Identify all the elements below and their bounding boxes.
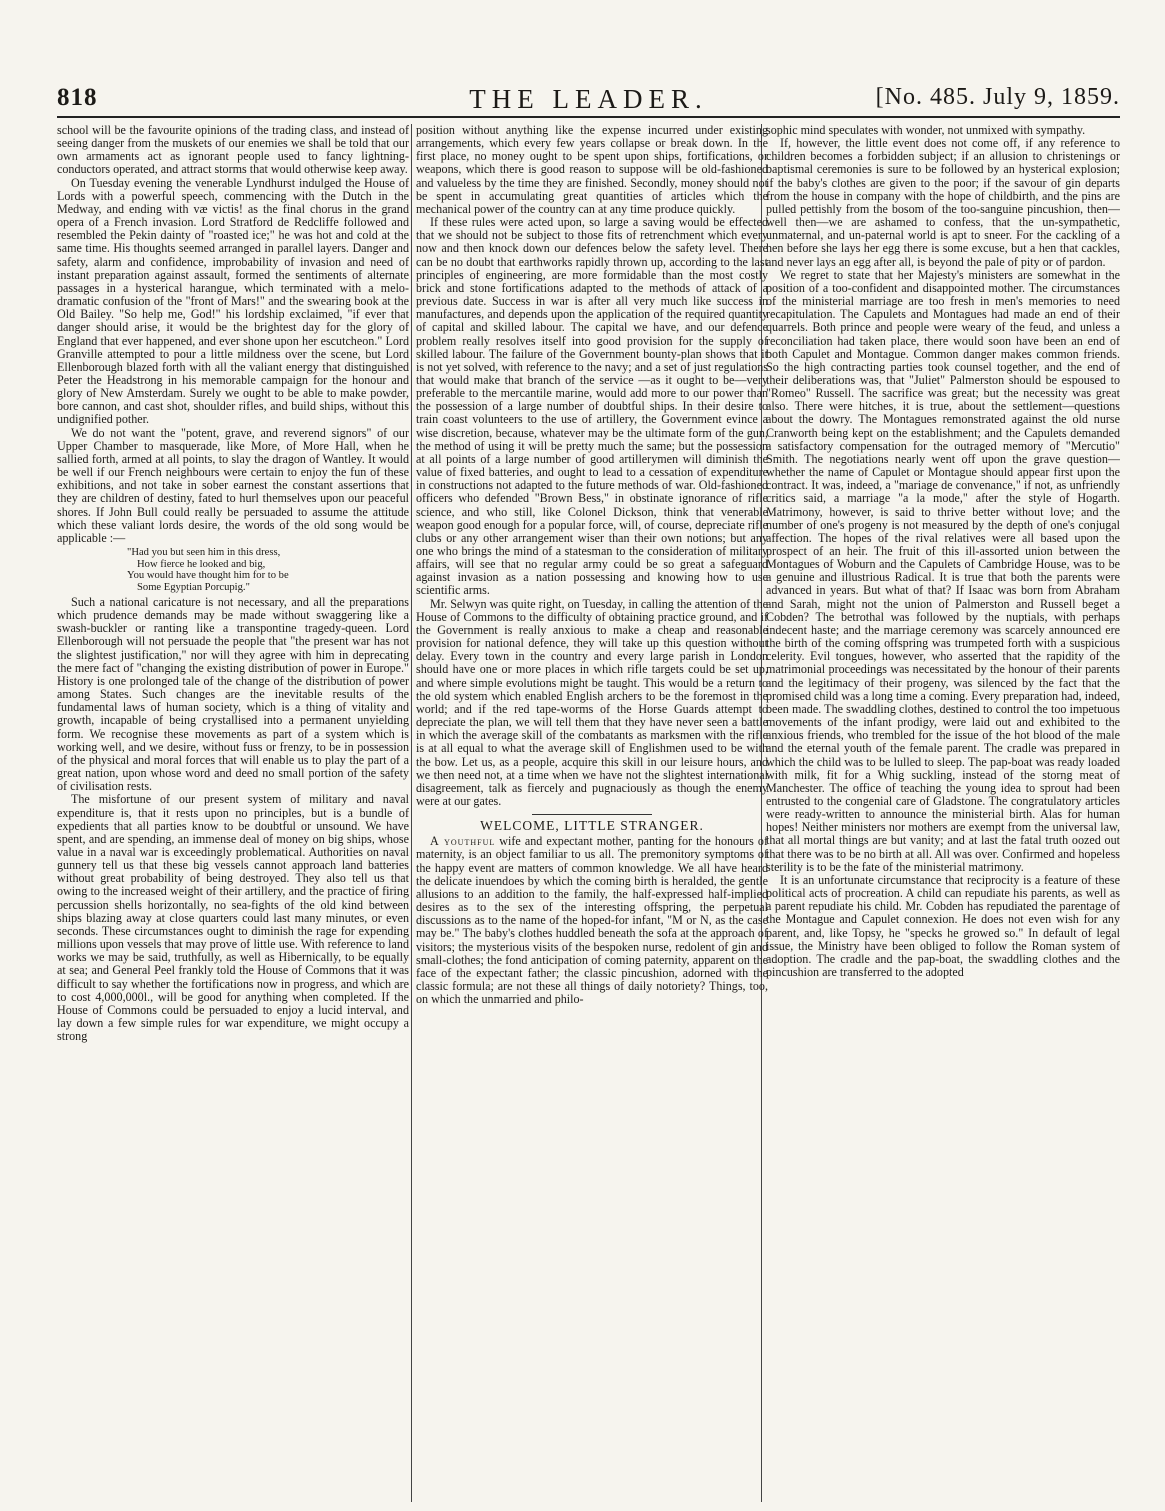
page-number: 818 <box>57 84 98 111</box>
verse-quotation <box>127 547 409 593</box>
paragraph: Such a national caricature is not necessary, and all the preparations which prudence demands may be made without swaggering like a swash-buckler or ranting like a transpontine tragedy-queen. Lord Ellenborough will not persuade the people that "the present war has not the slightest justification," nor will they agree with him in deprecating the mere fact of "changing the existing distribution of power in Europe." History is one prolonged tale of the change of the distribution of power among States. Such changes are the inevitable results of the fundamental laws of human society, which is a thing of vitality and growth, incapable of being crystallised into a permanent unyielding form. We recognise these movements as part of a system which is working well, and we desire, without fuss or frenzy, to be in possession of the physical and moral forces that will enable us to play the part of a great nation, upon whose word and deed no small portion of the safety of civilisation rests. <box>57 595 409 794</box>
article-heading: WELCOME, LITTLE STRANGER. <box>480 818 704 834</box>
paragraph: If these rules were acted upon, so large a saving would be effected that we should not be subject to those fits of retrenchment which every now and then knock down our defences below the safety level. There can be no doubt that earthworks rapidly thrown up, according to the last principles of engineering, are more formidable than the most costly brick and stone fortifications adapted to the methods of attack of a previous date. Success in war is after all very much like success in manufactures, and depends upon the application of the required quantity of capital and skilled labour. The capital we have, and our defence problem really resolves itself into good provision for the supply of skilled labour. The failure of the Government bounty-plan shows that it is not yet solved, with reference to the navy; and a set of just regulations that would make that branch of the service —as it ought to be—very preferable to the mercantile marine, would add more to our power than the possession of a large number of doubtful ships. In their desire to train coast volunteers to the use of artillery, the Government evince a wise discretion, because, whatever may be the ultimate form of the gun, the method of using it will be pretty much the same; but the possession at all points of a large number of good artillerymen will diminish the value of fixed batteries, and ought to lead to a cessation of expenditure in constructions not adapted to the future methods of war. Old-fashioned officers who defended "Brown Bess," in obstinate ignorance of rifle science, and who still, like Colonel Dickson, think that venerable weapon good enough for a popular force, will, of course, depreciate rifle clubs or any other arrangement wiser than their own notions; but any one who brings the mind of a statesman to the consideration of military affairs, will see that no regular army could be so great a safeguard against invasion as a nation possessing and knowing how to use scientific arms. <box>416 215 768 598</box>
column-1 <box>57 124 409 1502</box>
column-3 <box>766 124 1120 1502</box>
paragraph: The misfortune of our present system of military and naval expenditure is, that it rests upon no principles, but is a bundle of expedients that all parties know to be doubtful or unsound. We have spent, and are spending, an immense deal of money on big ships, whose value in a naval war is exceedingly problematical. Authorities on naval gunnery tell us that these big vessels cannot approach land batteries without great probability of being destroyed. They also tell us that owing to the increased weight of their artillery, and the practice of firing percussion shells horizontally, no sea-fights of the old kind between ships blazing away at close quarters could last many minutes, or even seconds. These circumstances ought to diminish the rage for expending millions upon vessels that may prove of little use. With reference to land works we may be said, truthfully, as well as Hibernically, to be equally at sea; and General Peel frankly told the House of Commons that it was difficult to say whether the fortifications now in progress, and which are to cost 4,000,000l., will be good for anything when completed. If the House of Commons could be persuaded to enjoy a lucid interval, and lay down a few simple rules for war expenditure, we might occupy a strong <box>57 792 409 1044</box>
verse-line: "Had you but seen him in this dress, <box>127 547 281 558</box>
paragraph: We do not want the "potent, grave, and reverend signors" of our Upper Chamber to masquerade, like More, of More Hall, when he sallied forth, armed at all points, to slay the dragon of Wantley. It would be well if our French neighbours were certain to enjoy the fun of these exhibitions, and not take in sober earnest the constant assertions that they are children of destiny, fated to hurl themselves upon our peaceful shores. If John Bull could really be persuaded to assume the attitude which these valiant lords desire, the words of the old song would be applicable :— <box>57 425 409 545</box>
paragraph: On Tuesday evening the venerable Lyndhurst indulged the House of Lords with a powerful speech, commencing with the Dutch in the Medway, and ending with væ victis! as the final chorus in the grand opera of a French invasion. Lord Stratford de Redcliffe followed and resembled the Pekin dainty of "roasted ice;" he was hot and cold at the same time. His thoughts seemed arranged in parallel layers. Danger and safety, alarm and confidence, improbability of invasion and need of instant preparation against assault, formed the sentiments of alternate passages in a hysterical harangue, which terminated with a melo-dramatic confusion of the "front of Mars!" and the swearing book at the Old Bailey. "So help me, God!" his lordship exclaimed, "if ever that danger should arise, it would be the brightest day for the glory of England that ever happened, and ever shone upon her escutcheon." Lord Granville attempted to pour a little mildness over the scene, but Lord Ellenborough blazed forth with all the valiant energy that distinguished Peter the Headstrong in his memorable campaign for the honour and glory of New Amsterdam. Surely we ought to be able to make powder, bore cannon, and cast shot, shoulder rifles, and build ships, without this undignified pother. <box>57 175 409 427</box>
column-rule-1 <box>411 124 412 1502</box>
paragraph: sophic mind speculates with wonder, not unmixed with sympathy. <box>766 124 1086 137</box>
paragraph: We regret to state that her Majesty's ministers are somewhat in the position of a too-confident and disappointed mother. The circumstances of the ministerial marriage are too fresh in men's memories to need recapitulation. The Capulets and Montagues had made an end of their quarrels. Both prince and people were weary of the feud, and unless a reconciliation had taken place, there would soon have been an end of both Capulet and Montague. Common danger makes common friends. So the high contracting parties took counsel together, and the end of their deliberations was, that "Juliet" Palmerston should be espoused to "Romeo" Russell. The sacrifice was great; but the necessity was great also. There were hitches, it is true, about the settlement—questions about the dowry. The Montagues remonstrated against the old nurse Cranworth being kept on the establishment; and the Capulets demanded a satisfactory compensation for the outraged memory of "Mercutio" Smith. The negotiations nearly went off upon the grave question—whether the name of Capulet or Montague should appear first upon the contract. It was, indeed, a "mariage de convenance," if not, as unfriendly critics said, a marriage "a la mode," after the style of Hogarth. Matrimony, however, is said to thrive better without love; and the number of one's progeny is not measured by the depth of one's conjugal affection. The hopes of the rival relatives were all based upon the prospect of an heir. The fruit of this ill-assorted union between the Montagues of Woburn and the Capulets of Cambridge House, was to be a genuine and illustrious Radical. It is true that both the parents were advanced in years. But what of that? If Isaac was born from Abraham and Sarah, might not the union of Palmerston and Russell beget a Cobden? The betrothal was followed by the nuptials, with perhaps indecent haste; and the marriage ceremony was scarcely announced ere the birth of the coming offspring was trumpeted forth with a suspicious celerity. Evil tongues, however, who asserted that the rapidity of the matrimonial proceedings was necessitated by the honour of their parents and the legitimacy of their progeny, was silenced by the fact that the promised child was a long time a coming. Every preparation had, indeed, been made. The swaddling clothes, destined to control the too impetuous movements of the infant prodigy, were laid out and exhibited to the anxious friends, who trembled for the issue of the hot blood of the male and the eternal youth of the female parent. The cradle was prepared in which the child was to be lulled to sleep. The pap-boat was ready loaded with milk, fit for a Whig suckling, instead of the storng meat of Manchester. The office of teaching the young idea to sprout had been entrusted to the congenial care of Gladstone. The congratulatory articles were ready-written to announce the ministerial birth. Alas for human hopes! Neither ministers nor mothers are exempt from the universal law, that all mortal things are but vanity; and at last the fatal truth oozed out that there was to be no birth at all. All was over. Confirmed and hopeless sterility is to be the fate of the ministerial matrimony. <box>766 267 1120 874</box>
verse-line: Some Egyptian Porcupig." <box>137 581 250 593</box>
paragraph: position without anything like the expense incurred under existing arrangements, which every few years collapse or break down. In the first place, no money ought to be spent upon ships, fortifications, or weapons, which there is good reason to suppose will be old-fashioned and valueless by the time they are finished. Secondly, money should not be spent in accumulating great quantities of articles which the mechanical power of the country can at any time produce quickly. <box>416 124 768 216</box>
issue-number-date: [No. 485. July 9, 1859. <box>875 84 1120 110</box>
masthead <box>57 84 1120 116</box>
paragraph: Mr. Selwyn was quite right, on Tuesday, in calling the attention of the House of Commons to the difficulty of obtaining practice ground, and if the Government is really anxious to make a cheap and reasonable provision for national defence, they will take up this question without delay. Every town in the country and every large parish in London should have one or more places in which rifle targets could be set up, and where simple evolutions might be taught. This would be a return to the old system which enabled English archers to be the foremost in the world; and if the red tape-worms of the Horse Guards attempt to depreciate the plan, we will tell them that they have never seen a battle in which the average skill of the combatants as marksmen with the rifle is at all equal to what the average skill of Englishmen used to be with the bow. Let us, as a people, acquire this skill in our leisure hours, and we then need not, at a time when we have not the slightest international disagreement, talk as fiercely and pugnaciously as though the enemy were at our gates. <box>416 596 768 808</box>
verse-line: How fierce he looked and big, <box>137 558 266 570</box>
paragraph: If, however, the little event does not come off, if any reference to children becomes a forbidden subject; if an allusion to christenings or baptismal ceremonies is sure to be followed by an hysterical explosion; if the baby's clothes are given to the poor; if the savour of gin departs from the house in company with the hope of childbirth, and the pins are pulled pettishly from the bosom of the too-sanguine pincushion, then—well then—we are ashamed to confess, that the un-sympathetic, unmaternal, and un-paternal world is apt to sneer. For the cackling of a hen before she lays her egg there is some excuse, but a hen that cackles, and never lays an egg after all, is beyond the pale of pity or of pardon. <box>766 136 1120 269</box>
paragraph: It is an unfortunate circumstance that reciprocity is a feature of these political acts of procreation. A child can repudiate his parents, as well as a parent repudiate his child. Mr. Cobden has repudiated the parentage of the Montague and Capulet connexion. He does not even wish for any parent, and, like Topsy, he "specks he growed so." In default of legal issue, the Ministry have been obliged to follow the Roman system of adoption. The cradle and the pap-boat, the swaddling clothes and the pincushion are transferred to the adopted <box>766 872 1120 979</box>
column-2 <box>416 124 768 1502</box>
verse-line: You would have thought him for to be <box>127 570 289 581</box>
newspaper-title: THE LEADER. <box>469 84 708 114</box>
article-lead-words: A youthful <box>430 834 496 849</box>
paragraph: wife and expectant mother, panting for the honours of maternity, is an object familiar to us all. The premonitory symptoms of the happy event are matters of common knowledge. We all have heard the delicate inuendoes by which the coming birth is heralded, the gentle allusions to an addition to the family, the half-expressed half-implied desires as to the sex of the interesting offspring, the perpetual discussions as to the name of the hoped-for infant, "M or N, as the case may be." The baby's clothes huddled beneath the sofa at the approach of visitors; the mysterious visits of the bespoken nurse, redolent of gin and small-clothes; the fond anticipation of coming paternity, apparent on the face of the expectant father; the classic pincushion, adorned with the classic formula; are not these all things of daily notoriety? Things, too, on which the unmarried and philo- <box>416 834 768 1007</box>
header-rule <box>57 116 1120 118</box>
section-divider <box>532 814 652 815</box>
paragraph: school will be the favourite opinions of the trading class, and instead of seeing danger from the muskets of our enemies we shall be told that our own armaments act as ignorant people used to fancy lightning-conductors operated, and attract storms that would otherwise keep away. <box>57 124 409 177</box>
